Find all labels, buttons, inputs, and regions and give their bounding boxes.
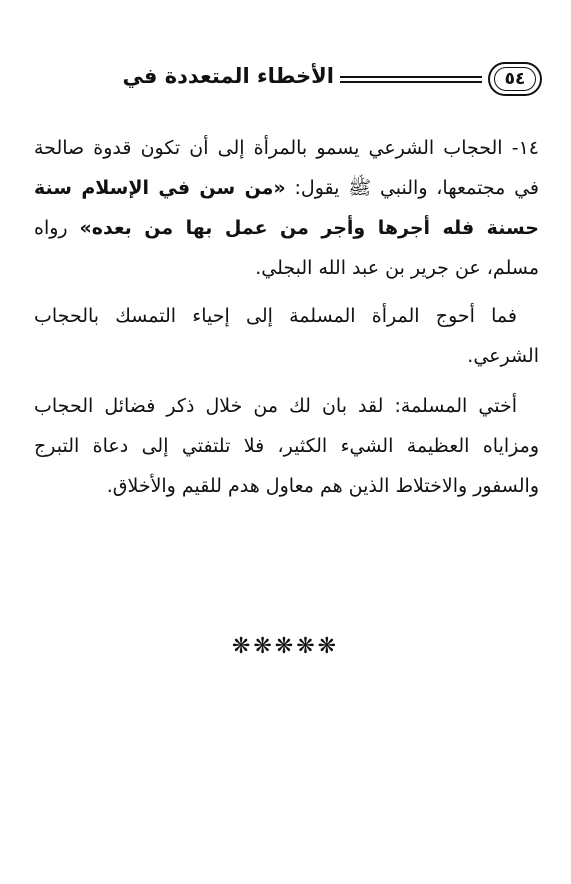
page-body — [34, 128, 539, 506]
ornament-stars: ❋❋❋❋❋ — [231, 634, 340, 659]
running-title: الأخطاء المتعددة في — [122, 64, 334, 88]
hadith-source: رواه مسلم، عن جرير بن عبد الله البجلي. — [34, 217, 539, 279]
header-rule — [340, 76, 482, 83]
paragraph-14-start: ١٤- الحجاب الشرعي يسمو بالمرأة إلى أن تكون قدوة صالحة في مجتمعها، والنبي ﷺ يقول: — [34, 137, 539, 199]
hadith-quote: «من سن في الإسلام سنة حسنة فله أجرها وأجر من عمل بها من بعده» — [34, 177, 539, 239]
page-header — [30, 62, 542, 98]
paragraph-3: أختي المسلمة: لقد بان لك من خلال ذكر فضائل الحجاب ومزاياه العظيمة الشيء الكثير، فلا تلتفتي إلى دعاة التبرج والسفور والاختلاط الذين هم معاول هدم للقيم والأخلاق. — [34, 395, 539, 497]
paragraph-2: فما أحوج المرأة المسلمة إلى إحياء التمسك بالحجاب الشرعي. — [34, 305, 539, 367]
paragraph-14 — [34, 128, 539, 288]
page-number-badge — [488, 62, 542, 96]
page-number: ٥٤ — [494, 67, 536, 91]
